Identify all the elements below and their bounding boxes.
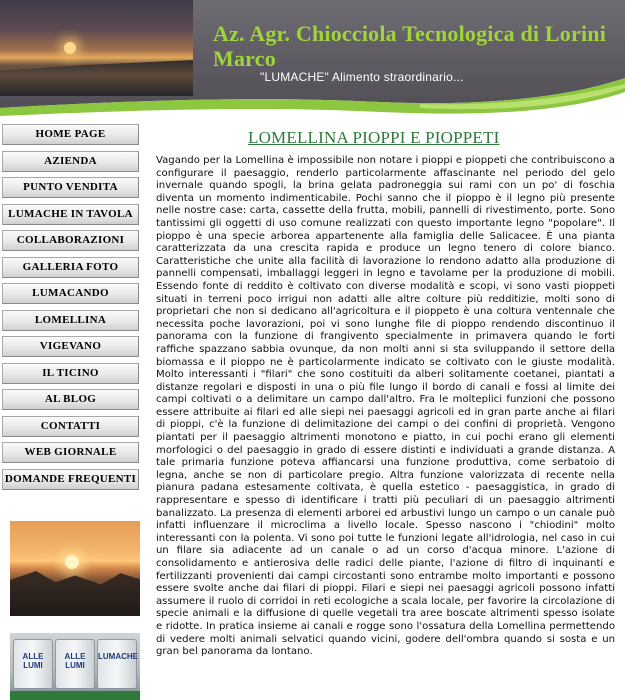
nav-collaborazioni[interactable]: COLLABORAZIONI	[2, 230, 139, 251]
product-jar-label: ALLE LUMI	[64, 652, 86, 670]
site-header	[0, 0, 625, 118]
product-jar-label: LUMACHE	[98, 652, 138, 661]
product-jar	[55, 639, 95, 689]
product-jar-label: ALLE LUMI	[22, 652, 44, 670]
nav-domande-frequenti[interactable]: DOMANDE FREQUENTI	[2, 469, 139, 490]
product-jar	[97, 639, 137, 689]
sun-glow	[65, 555, 79, 569]
nav-azienda[interactable]: AZIENDA	[2, 151, 139, 172]
article-text: Vagando per la Lomellina è impossibile non notare i pioppi e pioppeti che contribuiscono a configurare il paesaggio, renderlo particolarmente affascinante nel periodo del gelo invernale quando spogli, la brina gelata padroneggia sui rami con un po' di foschia diventa un momento indimenticabile. Pochi sanno che il pioppo è il legno più presente nelle nostre case: carta, cassette della frutta, mobili, pannelli di rivestimento, porte. Sono tantissimi gli oggetti di uso comune realizzati con questo importante legno "popolare". Il pioppo è una specie arborea appartenente alla famiglia delle Salicacee. È una pianta caratterizzata da una crescita rapida e produce un legno tenero di colore bianco. Caratteristiche che unite alla facilità di lavorazione lo rendono adatto alla produzione di pannelli compensati, imballaggi leggeri in legno e tavolame per la produzione di mobili. Essendo fonte di reddito è coltivato con diverse modalità e scopi, vi sono vasti pioppeti situati in terreni poco irrigui non adatti alle altre colture più redditizie, molti sono di proprietari che non si dedicano all'agricoltura e il pioppeto è una coltura ventennale che necessita poche lavorazioni, poi vi sono lunghe file di pioppo rendendo discontinuo il panorama con la funzione di frangivento specialmente in primavera quando le forti raffiche spazzano sabbia ovunque, da non molti anni si sta sviluppando il settore della biomassa e il pioppo ne è particolarmente indicato se coltivato con le giuste modalità. Molto interessanti i "filari" che sono costituiti da alberi solitamente coetanei, piantati a distanze regolari e disposti in una o più file lungo il bordo di canali e fossi al limite dei campi coltivati o a delimitare un campo dall'altro. Fra le molteplici funzioni che possono essere attribuite ai filari ed alle siepi nei paesaggi agricoli ed in gran parte anche ai filari di pioppi, c'è la funzione di delimitazione dei campi o dei confini di proprietà. Vengono piantati per il paesaggio altrimenti monotono e piatto, in cui pochi erano gli elementi morfologici o del paesaggio in grado di essere distinti e individuati a grande distanza. A tale primaria funzione poteva affiancarsi una funzione produttiva, come serbatoio di legna, anche se non di particolare pregio. Altra funzione valorizzata di recente nella pianura padana estesamente coltivata, è quella estetico - paesaggistica, in grado di rappresentare e spesso di identificare i tratti più peculiari di un paesaggio altrimenti banalizzato. La presenza di elementi arborei ed arbustivi lungo un campo o un canale può infatti influenzare il microclima a livello locale. Spesso nascono i "chiodini" molto interessanti con la polenta. Vi sono poi tutte le funzioni legate all'idrologia, nel caso in cui un filare sia adiacente ad un canale o ad un corso d'acqua minore. L'azione di consolidamento e antierosiva delle radici delle piante, l'azione di filtro di inquinanti e fertilizzanti provenienti dai campi circostanti sono entrambe molto importanti e possono essere svolte anche dai filari di pioppi. Filari e siepi nei paesaggi agricoli possono infatti assumere il ruolo di corridoi in reti ecologiche a scala locale, per favorire la circolazione di specie animali e la diffusione di quelle vegetali tra aree boscate altrimenti spesso isolate e ridotte. In pratica insieme ai canali e rogge sono l'ossatura della Lomellina permettendo di vedere molti animali selvatici quando vicini, godere dell'ombra quando si sosta e un gran bel panorama da lontano.	[156, 155, 615, 658]
product-jar	[13, 639, 53, 689]
nav-lumacando[interactable]: LUMACANDO	[2, 283, 139, 304]
nav-web-giornale[interactable]: WEB GIORNALE	[2, 442, 139, 463]
green-swoosh-decoration	[0, 70, 625, 118]
tree-silhouette	[10, 571, 140, 616]
nav-lomellina[interactable]: LOMELLINA	[2, 310, 139, 331]
nav-lumache-in-tavola[interactable]: LUMACHE IN TAVOLA	[2, 204, 139, 225]
nav-contatti[interactable]: CONTATTI	[2, 416, 139, 437]
main-navigation	[2, 124, 139, 495]
nav-il-ticino[interactable]: IL TICINO	[2, 363, 139, 384]
product-base	[10, 691, 140, 700]
sidebar-sunset-photo	[10, 521, 140, 616]
nav-home-page[interactable]: HOME PAGE	[2, 124, 139, 145]
site-title: Az. Agr. Chiocciola Tecnologica di Lorini Marco	[213, 21, 607, 71]
site-subtitle: "LUMACHE" Alimento straordinario...	[260, 70, 464, 84]
sun-glow	[64, 42, 76, 54]
page-title: LOMELLINA PIOPPI E PIOPPETI	[248, 128, 500, 147]
nav-punto-vendita[interactable]: PUNTO VENDITA	[2, 177, 139, 198]
nav-vigevano[interactable]: VIGEVANO	[2, 336, 139, 357]
nav-al-blog[interactable]: AL BLOG	[2, 389, 139, 410]
nav-galleria-foto[interactable]: GALLERIA FOTO	[2, 257, 139, 278]
sidebar-product-photo	[10, 633, 140, 700]
